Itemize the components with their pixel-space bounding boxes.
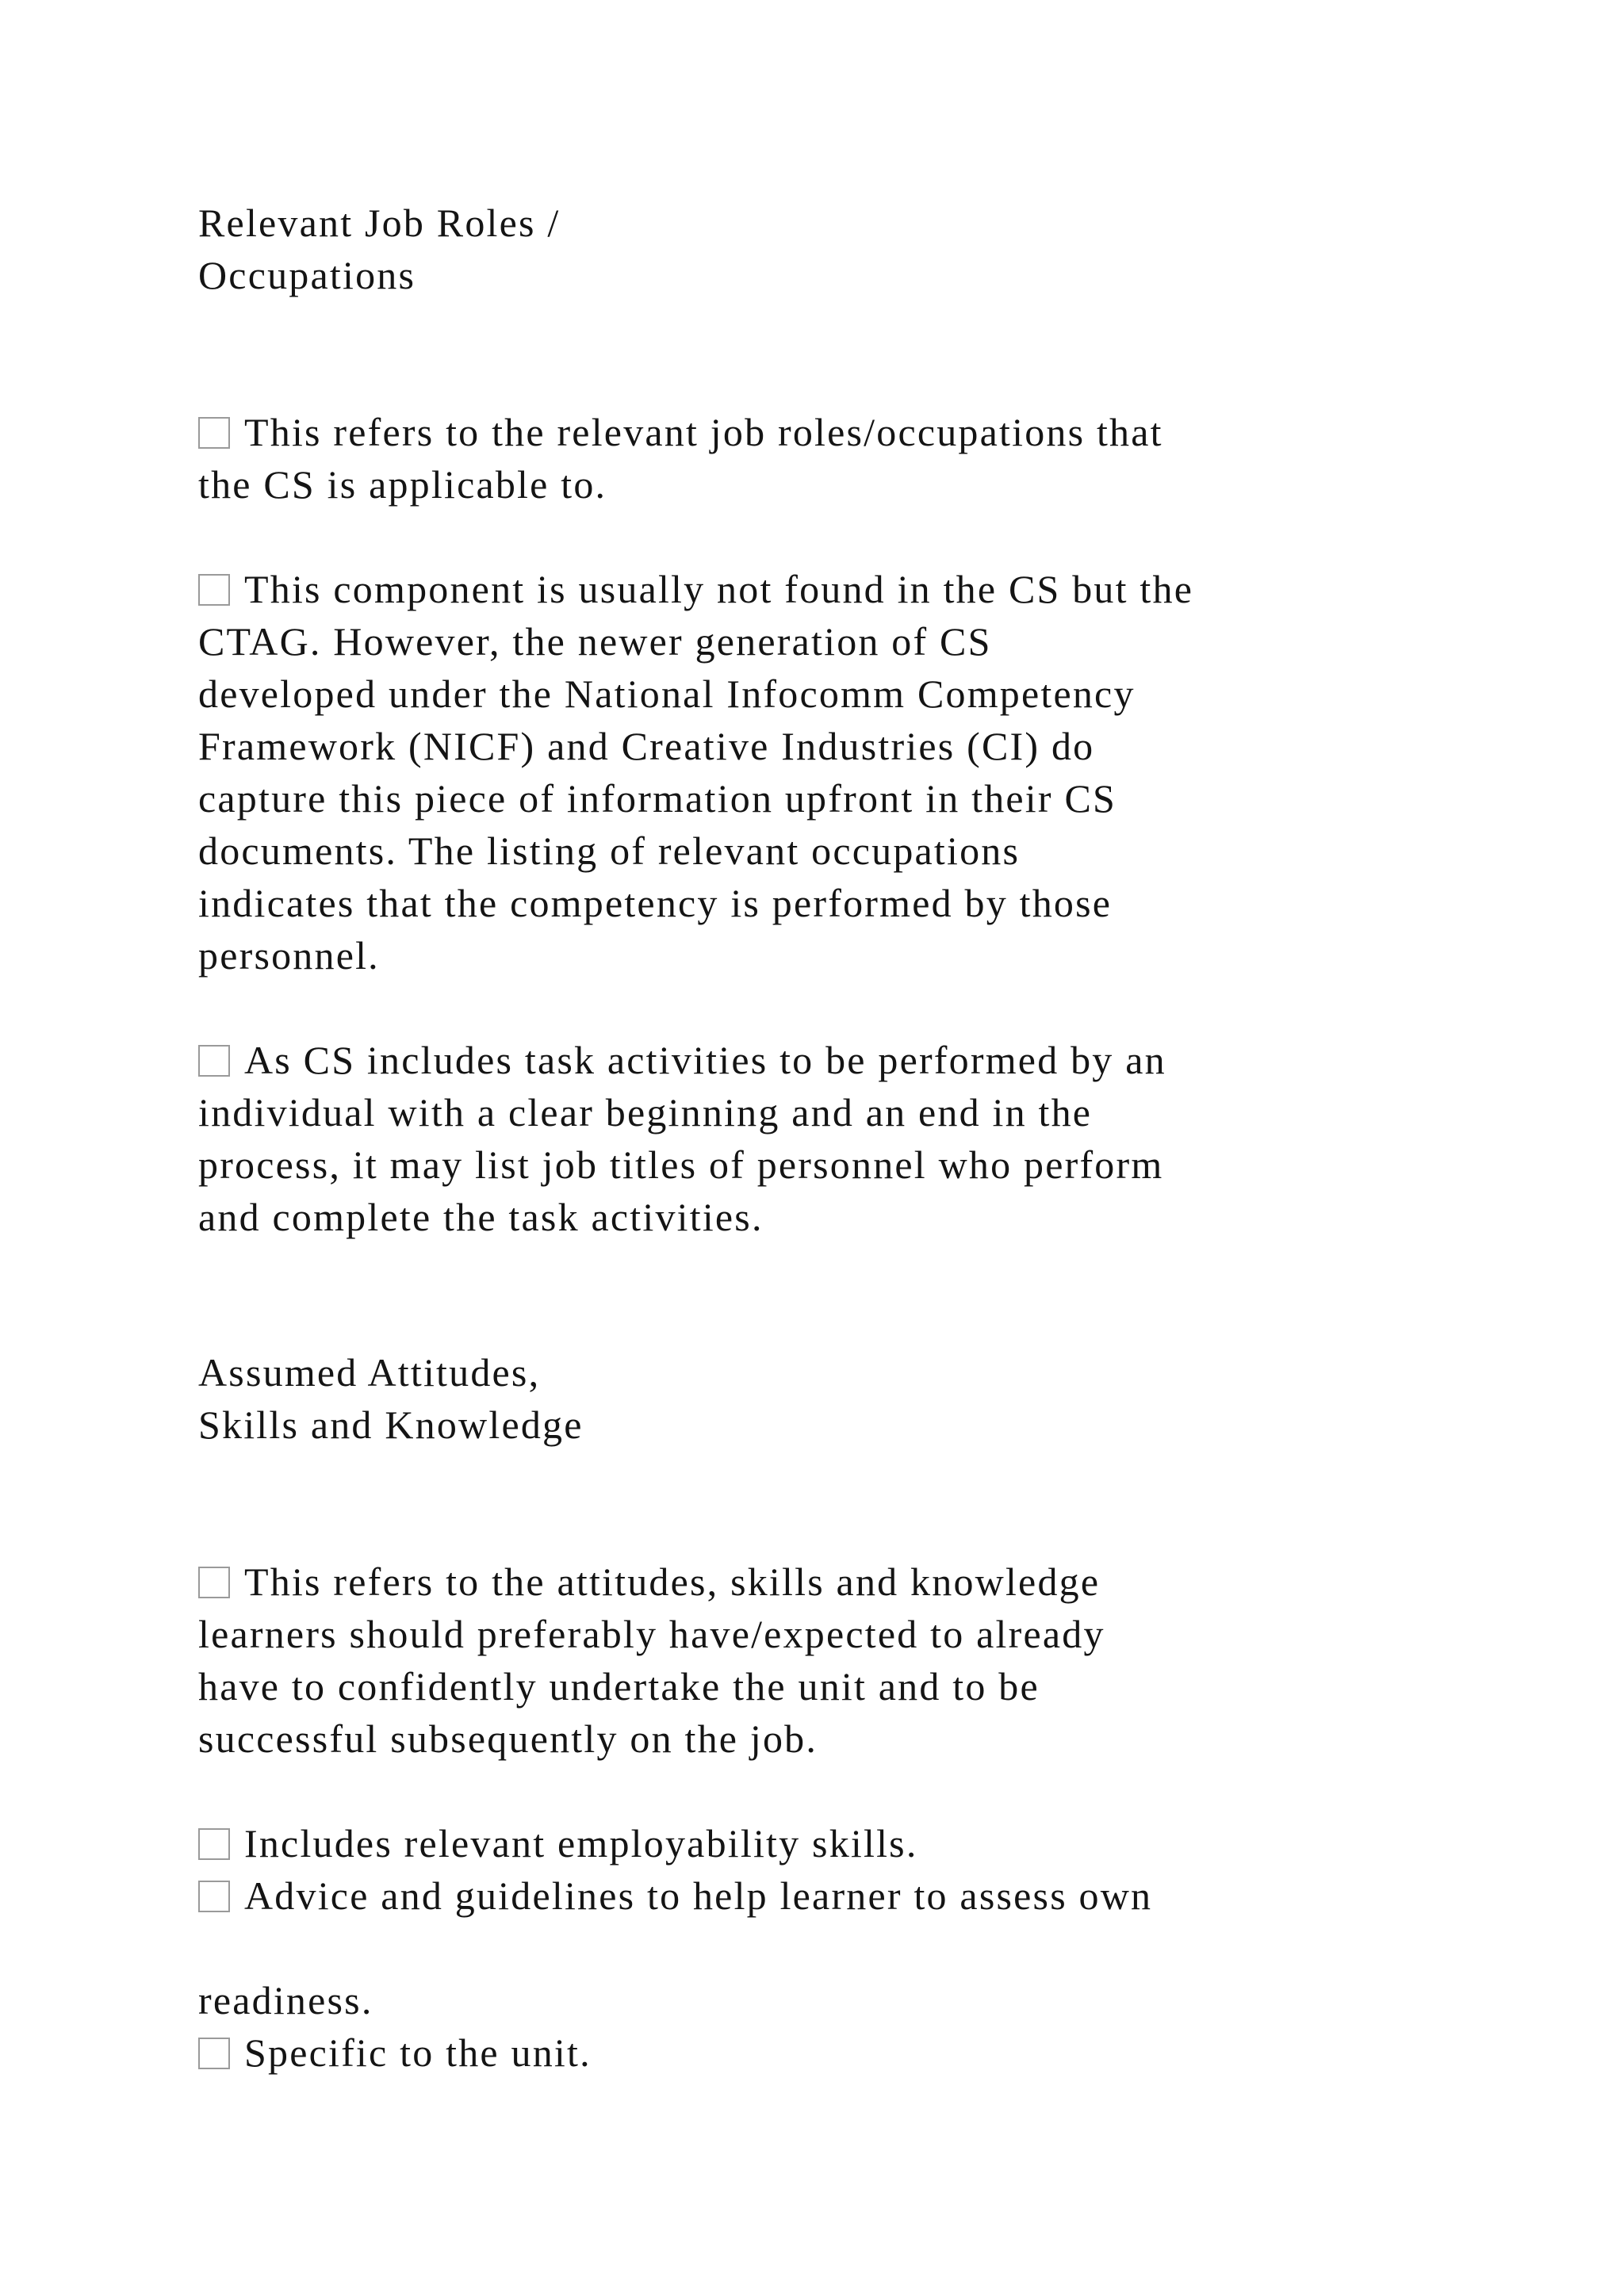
section-heading: Occupations [198,253,416,297]
paragraph-text: readiness. [198,1978,373,2022]
paragraph-text: and complete the task activities. [198,1195,764,1239]
paragraph-text: personnel. [198,933,380,978]
bullet-icon [198,417,230,449]
paragraph-text: have to confidently undertake the unit and to be [198,1664,1040,1709]
paragraph-text: CTAG. However, the newer generation of CS [198,619,992,664]
paragraph-text: This refers to the relevant job roles/occupations that [244,410,1163,454]
paragraph-text: As CS includes task activities to be performed by an [244,1038,1166,1082]
paragraph-text: Advice and guidelines to help learner to assess own [244,1873,1153,1918]
paragraph-text: process, it may list job titles of personnel who perform [198,1142,1164,1187]
bullet-line [198,563,1193,615]
bullet-line [198,1556,1100,1608]
paragraph-text: Includes relevant employability skills. [244,1821,918,1866]
section-heading: Skills and Knowledge [198,1402,584,1447]
bullet-icon [198,1567,230,1598]
bullet-icon [198,574,230,606]
bullet-icon [198,1881,230,1912]
paragraph-text: indicates that the competency is performed by those [198,881,1113,925]
paragraph-text: This component is usually not found in the CS but the [244,567,1194,611]
section-heading: Assumed Attitudes, [198,1350,541,1395]
bullet-line [198,406,1163,458]
bullet-icon [198,2038,230,2069]
paragraph-text: This refers to the attitudes, skills and knowledge [244,1559,1101,1604]
bullet-line [198,1869,1152,1922]
section-heading: Relevant Job Roles / [198,201,561,245]
paragraph-text: documents. The listing of relevant occupations [198,828,1021,873]
paragraph-text: Framework (NICF) and Creative Industries (CI) do [198,724,1095,768]
paragraph-text: successful subsequently on the job. [198,1716,818,1761]
bullet-icon [198,1045,230,1077]
paragraph-text: developed under the National Infocomm Competency [198,672,1136,716]
paragraph-text: capture this piece of information upfront in their CS [198,776,1117,821]
paragraph-text: the CS is applicable to. [198,462,607,507]
bullet-icon [198,1828,230,1860]
paragraph-text: Specific to the unit. [244,2030,592,2075]
bullet-line [198,2026,592,2079]
bullet-line [198,1034,1166,1086]
paragraph-text: individual with a clear beginning and an end in the [198,1090,1093,1135]
paragraph-text: learners should preferably have/expected to already [198,1612,1105,1656]
bullet-line [198,1817,918,1869]
